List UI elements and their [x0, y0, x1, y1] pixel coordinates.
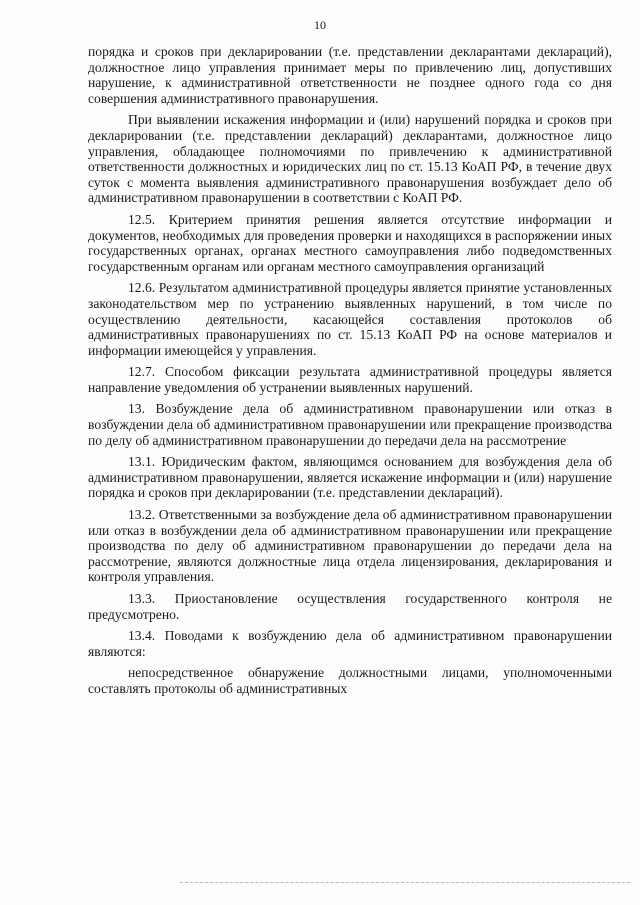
- paragraph-13-3: 13.3. Приостановление осуществления государственного контроля не предусмотрено.: [88, 591, 612, 622]
- document-body: [88, 44, 612, 703]
- section-13-heading: 13. Возбуждение дела об административном правонарушении или отказ в возбуждении дела об административном правонарушении или прекращение производства по делу об административном правонарушении до передачи дела на рассмотрение: [88, 401, 612, 448]
- paragraph-direct-detection: непосредственное обнаружение должностными лицами, уполномоченными составлять протоколы об административных: [88, 665, 612, 696]
- paragraph-13-4: 13.4. Поводами к возбуждению дела об административном правонарушении являются:: [88, 628, 612, 659]
- paragraph-12-7: 12.7. Способом фиксации результата административной процедуры является направление уведомления об устранении выявленных нарушений.: [88, 364, 612, 395]
- paragraph-12-5: 12.5. Критерием принятия решения является отсутствие информации и документов, необходимых для проведения проверки и находящихся в распоряжении иных государственных органах, органах местного самоуправления либо подведомственных государственным органам или органам местного самоуправления организаций: [88, 211, 612, 274]
- page-number: 10: [314, 18, 326, 32]
- paragraph-13-1: 13.1. Юридическим фактом, являющимся основанием для возбуждения дела об административном правонарушении, является искажение информации и (или) нарушение порядка и сроков при декларировании (т.е. представлении деклараций).: [88, 454, 612, 501]
- paragraph-distortion-detection: При выявлении искажения информации и (или) нарушений порядка и сроков при декларировании (т.е. представлении деклараций) декларантами, должностное лицо управления, обладающее полномочиями по привлечению к административной ответственности должностных и юридических лиц по ст. 15.13 КоАП РФ, в течение двух суток с момента выявления административного правонарушения возбуждает дело об административном правонарушении в соответствии с КоАП РФ.: [88, 112, 612, 206]
- paragraph-12-6: 12.6. Результатом административной процедуры является принятие установленных законодательством мер по устранению выявленных нарушений, в том числе по осуществлению деятельности, касающейся составления протоколов об административных правонарушениях по ст. 15.13 КоАП РФ на основе материалов и информации имеющейся у управления.: [88, 280, 612, 358]
- paragraph-continuation: порядка и сроков при декларировании (т.е. представлении декларантами деклараций), должностное лицо управления принимает меры по привлечению лиц, допустивших нарушение, к административной ответственности не позднее одного года со дня совершения административного правонарушения.: [88, 44, 612, 106]
- paragraph-13-2: 13.2. Ответственными за возбуждение дела об административном правонарушении или отказ в возбуждении дела об административном правонарушении или прекращение производства по делу об административном правонарушении до передачи дела на рассмотрение, являются должностные лица отдела лицензирования, декларирования и контроля управления.: [88, 507, 612, 585]
- footer-divider: [180, 882, 630, 883]
